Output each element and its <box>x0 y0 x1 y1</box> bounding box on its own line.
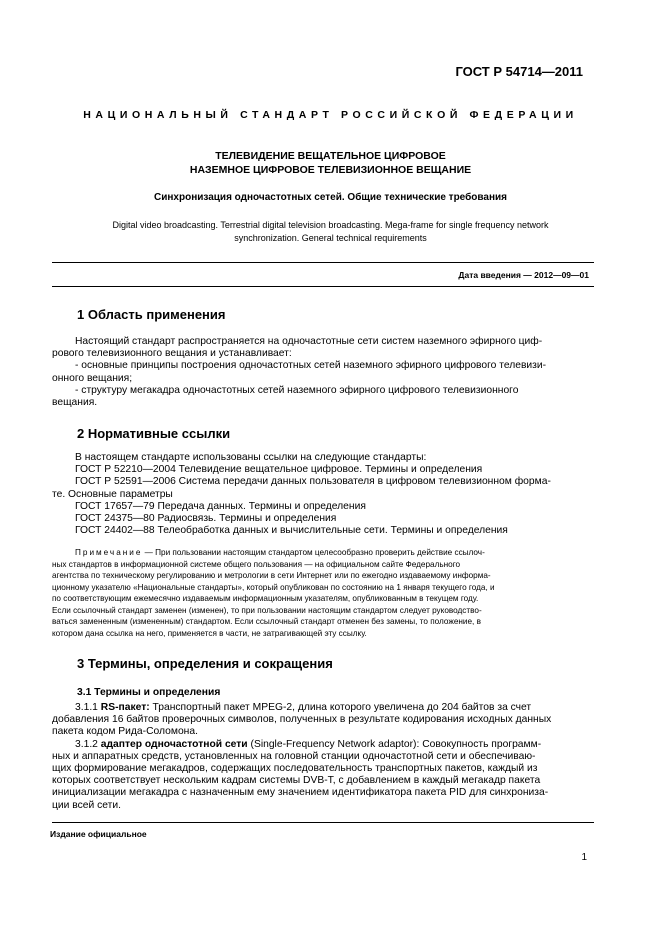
section-2-body <box>52 452 582 537</box>
note-line: Примечание — При пользовании настоящим стандартом целесообразно проверить действие ссылоч- <box>75 548 485 557</box>
note-line: котором дана ссылка на него, применяется в части, не затрагивающей эту ссылку. <box>52 628 367 638</box>
term-line: 3.1.1 RS-пакет: Транспортный пакет MPEG-2, длина которого увеличена до 204 байтов за счет <box>75 702 532 713</box>
text-line: Настоящий стандарт распространяется на одночастотные сети систем наземного эфирного циф- <box>75 336 543 347</box>
text-line: пакета кодом Рида-Соломона. <box>52 726 198 738</box>
title-line-2: НАЗЕМНОЕ ЦИФРОВОЕ ТЕЛЕВИЗИОННОЕ ВЕЩАНИЕ <box>189 164 472 176</box>
date-introduced: Дата введения — 2012—09—01 <box>458 270 589 280</box>
text-line: рового телевизионного вещания и устанавливает: <box>52 348 292 360</box>
section-1-heading: 1 Область применения <box>77 307 226 322</box>
text-line: онного вещания; <box>52 372 133 384</box>
reference-item: ГОСТ 24402—88 Телеобработка данных и вычислительные сети. Термины и определения <box>75 525 508 537</box>
text-line: ных и аппаратных средств, установленных на головной станции одночастотной сети и обеспечиваю- <box>52 750 536 762</box>
document-title <box>60 149 601 177</box>
note-line: ваться замененным (измененным) стандартом. Если ссылочный стандарт отменен без замены, то положение, в <box>52 617 481 626</box>
text-line: вещания. <box>52 397 98 409</box>
note-line: ционному указателю «Национальные стандарты», который опубликован по состоянию на 1 января текущего года, и <box>52 582 495 592</box>
gost-number: ГОСТ Р 54714—2011 <box>455 64 583 79</box>
title-divider <box>52 262 594 263</box>
note-block <box>52 547 582 639</box>
note-line: Если ссылочный стандарт заменен (изменен), то при пользовании настоящим стандартом следует руководство- <box>52 605 482 615</box>
english-title-line-1: Digital video broadcasting. Terrestrial digital television broadcasting. Mega-frame for single frequency network <box>112 220 549 230</box>
section-1-body <box>52 336 582 409</box>
note-line: по соответствующим ежемесячно издаваемым информационным указателям, опубликованным в текущем году. <box>52 594 479 603</box>
term-name: RS-пакет: <box>100 702 150 713</box>
text-line: В настоящем стандарте использованы ссылки на следующие стандарты: <box>75 452 427 463</box>
text-line: ции всей сети. <box>52 799 121 811</box>
reference-item: ГОСТ Р 52210—2004 Телевидение вещательное цифровое. Термины и определения <box>75 464 483 476</box>
text-line: щих формирование мегакадров, содержащих последовательность транспортных пакетов, каждый из <box>52 763 538 775</box>
section-3-body <box>52 702 582 812</box>
document-subtitle: Синхронизация одночастотных сетей. Общие технические требования <box>154 192 507 203</box>
term-line: 3.1.2 адаптер одночастотной сети (Single-Frequency Network adaptor): Совокупность программ- <box>75 738 542 750</box>
text-line: которых соответствует нескольким кадрам системы DVB-T, с добавлением в каждый мегакадр пакета <box>52 775 541 787</box>
text-line: инициализации мегакадра с назначенным ему значением идентификатора пакета PID для синхрониза- <box>52 787 549 799</box>
reference-item: ГОСТ 17657—79 Передача данных. Термины и определения <box>75 500 366 512</box>
note-line: агентства по техническому регулированию и метрологии в сети Интернет или по ежегодно издаваемому информа- <box>52 571 491 580</box>
english-title <box>60 219 601 245</box>
term-name: адаптер одночастотной сети <box>100 738 248 750</box>
note-line: ных стандартов в информационной системе общего пользования — на официальном сайте Федерального <box>52 559 461 569</box>
text-line: добавления 16 байтов проверочных символов, полученных в результате кодирования исходных данных <box>52 714 552 726</box>
english-title-line-2: synchronization. General technical requirements <box>234 233 427 243</box>
edition-label: Издание официальное <box>50 829 147 839</box>
reference-item: ГОСТ Р 52591—2006 Система передачи данных пользователя в цифровом телевизионном форма- <box>75 476 551 488</box>
subsection-3-1-heading: 3.1 Термины и определения <box>77 687 221 698</box>
section-2-heading: 2 Нормативные ссылки <box>77 426 231 441</box>
page-number: 1 <box>581 852 587 863</box>
title-line-1: ТЕЛЕВИДЕНИЕ ВЕЩАТЕЛЬНОЕ ЦИФРОВОЕ <box>215 150 446 162</box>
footer-divider <box>52 822 594 823</box>
national-standard-banner: НАЦИОНАЛЬНЫЙ СТАНДАРТ РОССИЙСКОЙ ФЕДЕРАЦИИ <box>83 109 578 121</box>
reference-item: ГОСТ 24375—80 Радиосвязь. Термины и определения <box>75 513 337 525</box>
list-item: - структуру мегакадра одночастотных сетей наземного эфирного цифрового телевизионного <box>75 384 519 396</box>
reference-item: те. Основные параметры <box>52 488 173 500</box>
section-3-heading: 3 Термины, определения и сокращения <box>77 656 333 671</box>
note-label: Примечание <box>75 548 143 557</box>
list-item: - основные принципы построения одночастотных сетей наземного эфирного цифрового телевизи- <box>75 360 547 372</box>
date-divider <box>52 286 594 287</box>
